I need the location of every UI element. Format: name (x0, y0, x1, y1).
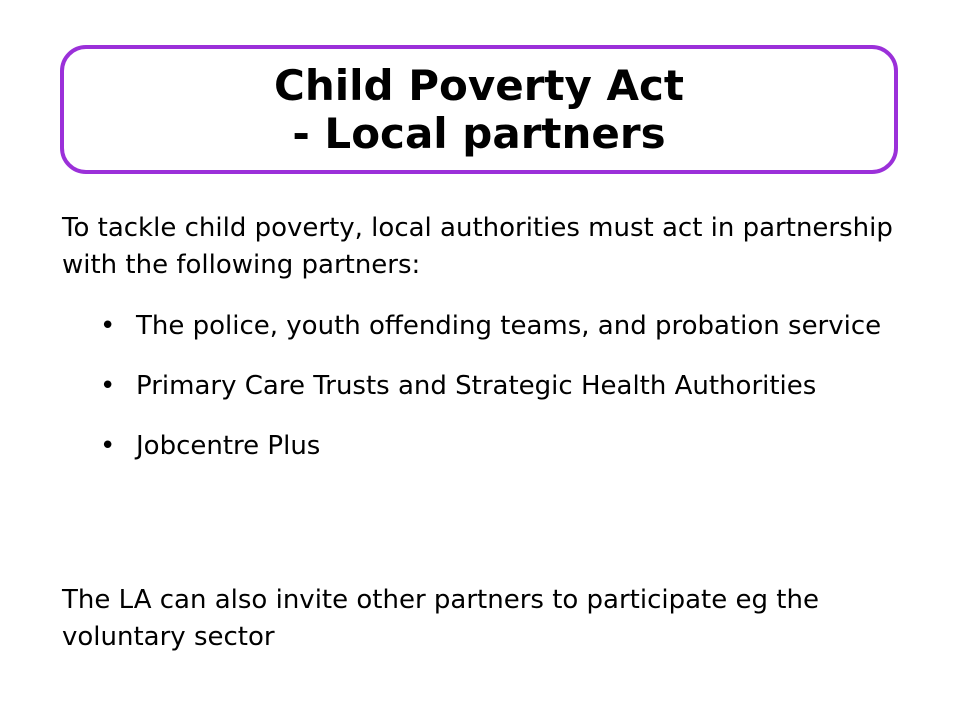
partner-list (100, 308, 890, 464)
partner-list-item (100, 308, 890, 344)
partner-list-item (100, 428, 890, 464)
partner-list-item (100, 368, 890, 404)
outro-paragraph: The LA can also invite other partners to participate eg the voluntary sector (62, 585, 819, 652)
partner-item-text: Jobcentre Plus (136, 431, 321, 461)
intro-paragraph: To tackle child poverty, local authorities must act in partnership with the following partners: (62, 213, 893, 280)
bullet-icon: • (100, 371, 116, 401)
title-line-1: Child Poverty Act (274, 60, 684, 110)
partner-item-text: Primary Care Trusts and Strategic Health Authorities (136, 371, 817, 401)
title-box (60, 45, 898, 174)
bullet-icon: • (100, 311, 116, 341)
bullet-icon: • (100, 431, 116, 461)
partner-item-text: The police, youth offending teams, and probation service (136, 311, 882, 341)
title-line-2: - Local partners (292, 108, 666, 158)
